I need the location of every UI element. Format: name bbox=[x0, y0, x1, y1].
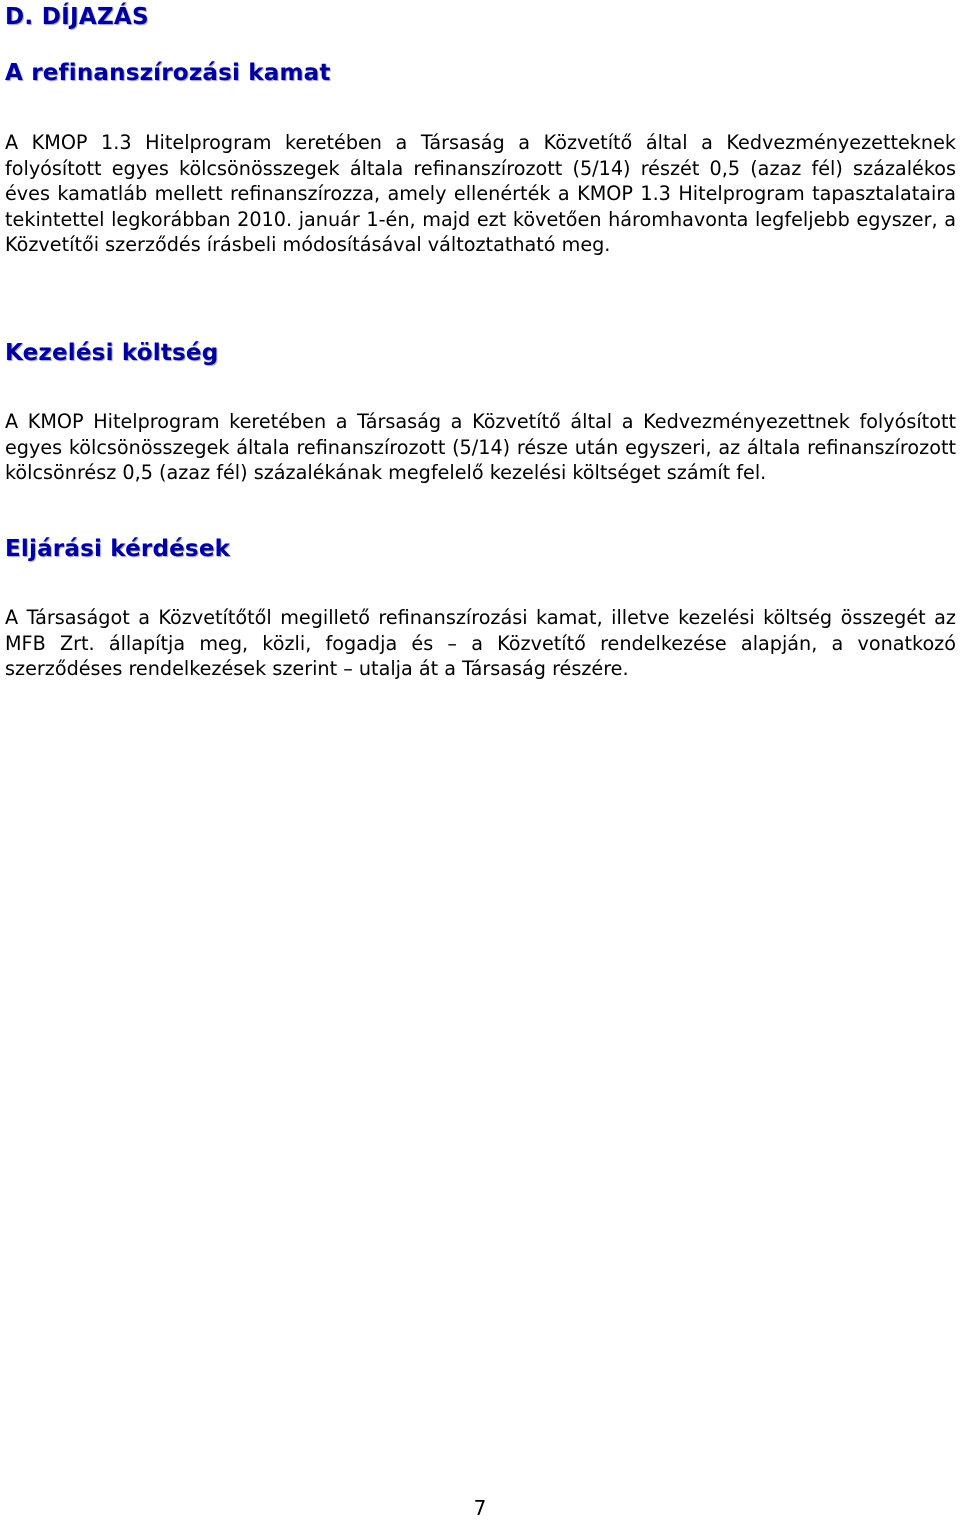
heading-refinancing-interest: A refinanszírozási kamat bbox=[5, 60, 331, 86]
page-number: 7 bbox=[473, 1496, 487, 1520]
paragraph-handling-fee: A KMOP Hitelprogram keretében a Társaság a Közvetítő által a Kedvezményezettnek folyósított egyes kölcsönösszegek általa refinanszírozott (5/14) része után egyszeri, az általa refinanszírozott kölcsönrész 0,5 (azaz fél) százalékának megfelelő kezelési költséget számít fel. bbox=[5, 410, 956, 484]
section-title: D. DÍJAZÁS bbox=[5, 4, 149, 30]
paragraph-refinancing-interest: A KMOP 1.3 Hitelprogram keretében a Társaság a Közvetítő által a Kedvezményezetteknek folyósított egyes kölcsönösszegek általa refinanszírozott (5/14) részét 0,5 (azaz fél) százalékos éves kamatláb mellett refinanszírozza, amely ellenérték a KMOP 1.3 Hitelprogram tapasztalataira tekintettel legkorábban 2010. január 1-én, majd ezt követően háromhavonta legfeljebb egyszer, a Közvetítői szerződés írásbeli módosításával változtatható meg. bbox=[5, 131, 956, 256]
heading-handling-fee: Kezelési költség bbox=[5, 340, 219, 366]
heading-procedural-questions: Eljárási kérdések bbox=[5, 536, 231, 562]
paragraph-procedural-questions: A Társaságot a Közvetítőtől megillető refinanszírozási kamat, illetve kezelési költség összegét az MFB Zrt. állapítja meg, közli, fogadja és – a Közvetítő rendelkezése alapján, a vonatkozó szerződéses rendelkezések szerint – utalja át a Társaság részére. bbox=[5, 606, 956, 680]
